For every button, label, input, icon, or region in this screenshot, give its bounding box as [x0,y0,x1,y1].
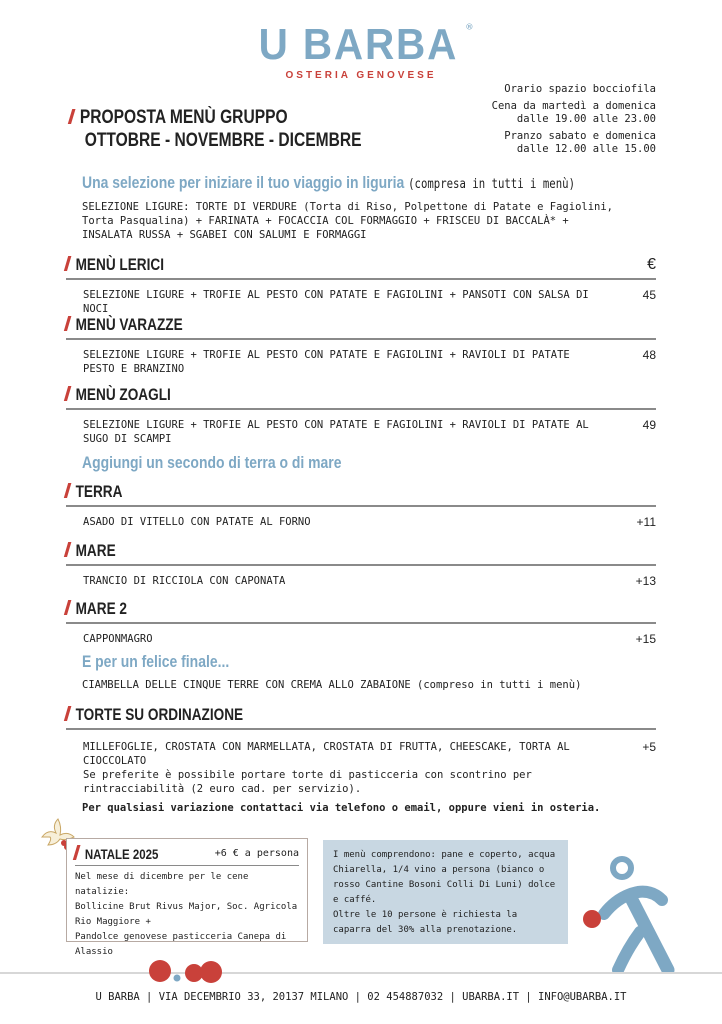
menu-item [66,418,656,446]
menu-zoagli-section [66,384,656,446]
menu-price: +13 [635,574,656,588]
natale-line: Nel mese di dicembre per le cene natalizie: [75,872,249,897]
slash-marker-icon [64,386,72,401]
menu-description: ASADO DI VITELLO CON PATATE AL FORNO [83,516,311,528]
natale-title: NATALE 2025 [84,846,159,862]
slash-marker-icon [64,316,72,331]
section-divider [66,278,656,280]
bocce-player-icon [578,852,688,974]
bocce-balls-icon [148,958,228,986]
menu-description: MILLEFOGLIE, CROSTATA CON MARMELLATA, CROSTATA DI FRUTTA, CHEESCAKE, TORTA AL CIOCCOLATO [83,741,570,767]
natale-box [66,838,308,957]
title-line-1: PROPOSTA MENÙ GRUPPO [79,107,288,128]
menu-lerici-section [66,254,656,316]
menu-item [66,515,656,529]
info-box [323,840,568,944]
registered-mark: ® [466,22,473,33]
section-title: TERRA [75,482,123,501]
menu-description: SELEZIONE LIGURE + TROFIE AL PESTO CON PATATE E FAGIOLINI + PANSOTI CON SALSA DI NOCI [83,289,589,315]
slash-marker-icon [73,845,81,860]
hours-heading: Orario spazio bocciofila [504,83,656,95]
section-divider [66,622,656,624]
mare-section [66,540,656,588]
natale-price: +6 € a persona [214,848,299,859]
menu-description: SELEZIONE LIGURE + TROFIE AL PESTO CON PATATE E FAGIOLINI + RAVIOLI DI PATATE PESTO E BRANZINO [83,349,570,375]
mare-2-section [66,598,656,646]
intro-note: (compresa in tutti i menù) [408,177,575,192]
dinner-days: Cena da martedì a domenica [491,100,656,112]
footer-contacts: U BARBA | VIA DECEMBRIO 33, 20137 MILANO | 02 454887032 | UBARBA.IT | INFO@UBARBA.IT [95,991,627,1003]
slash-marker-icon [64,256,72,271]
slash-marker-icon [64,483,72,498]
menu-description: TRANCIO DI RICCIOLA CON CAPONATA [83,575,286,587]
opening-hours [492,83,656,156]
menu-price: 45 [642,288,656,302]
finale-text: CIAMBELLA DELLE CINQUE TERRE CON CREMA ALLO ZABAIONE (compreso in tutti i menù) [82,679,582,691]
title-line-2: OTTOBRE - NOVEMBRE - DICEMBRE [84,130,362,151]
section-divider [66,728,656,730]
section-divider [66,338,656,340]
menu-price: 48 [642,348,656,362]
info-deposit: Oltre le 10 persone è richiesta la caparra del 30% alla prenotazione. [333,910,518,935]
intro-text: SELEZIONE LIGURE: TORTE DI VERDURE (Torta di Riso, Polpettone di Patate e Fagiolini, Torta Pasqualina) + FARINATA + FOCACCIA COL FORMAGGIO + FRISCEU DI BACCALÀ* + INSALATA RUSSA + SGABEI CON SALUMI E FORMAGGI [82,201,614,241]
menu-item [66,574,656,588]
slash-marker-icon [64,600,72,615]
cakes-section [66,704,656,796]
section-title: MENÙ LERICI [75,255,164,274]
menu-item [66,288,656,316]
page-title [70,106,361,152]
intro-heading: Una selezione per iniziare il tuo viaggio in liguria [82,173,405,192]
section-divider [66,505,656,507]
slash-marker-icon [64,706,72,721]
intro-title [82,173,683,193]
footer-divider [0,972,722,974]
contact-note: Per qualsiasi variazione contattaci via telefono o email, oppure vieni in osteria. [82,802,601,814]
menu-price: +11 [636,515,656,529]
seconds-title: Aggiungi un secondo di terra o di mare [82,453,342,472]
section-title: MENÙ ZOAGLI [75,385,171,404]
section-title: MARE 2 [75,599,127,618]
menu-varazze-section [66,314,656,376]
menu-item [66,348,656,376]
brand-name: U BARBA [258,20,458,69]
menu-item [66,632,656,646]
slash-marker-icon [64,542,72,557]
menu-item [66,740,656,768]
cakes-note: Se preferite è possibile portare torte di pasticceria con scontrino per rintracciabilità (2 euro cad. per servizio). [83,769,532,795]
dinner-time: dalle 19.00 alle 23.00 [516,113,656,125]
section-title: MENÙ VARAZZE [75,315,183,334]
terra-section [66,481,656,529]
logo [0,22,722,81]
menu-price: +5 [642,740,656,754]
lunch-time: dalle 12.00 alle 15.00 [516,143,656,155]
menu-price: +15 [635,632,656,646]
finale-title: E per un felice finale... [82,652,230,671]
section-divider [66,564,656,566]
section-divider [66,408,656,410]
section-title: TORTE SU ORDINAZIONE [75,705,244,724]
natale-line: Rio Maggiore + [75,917,151,927]
menu-description: SELEZIONE LIGURE + TROFIE AL PESTO CON PATATE E FAGIOLINI + RAVIOLI DI PATATE AL SUGO DI SCAMPI [83,419,589,445]
slash-marker-icon [68,109,76,124]
currency-label: € [647,256,656,273]
natale-line: Bollicine Brut Rivus Major, Soc. Agricola [75,902,298,912]
natale-line: Pandolce genovese pasticceria Canepa di Alassio [75,932,287,957]
info-included: I menù comprendono: pane e coperto, acqua Chiarella, 1/4 vino a persona (bianco o rosso Cantine Bosoni Colli Di Luni) dolce e caffé. [333,850,556,905]
brand-subtitle: OSTERIA GENOVESE [285,70,437,81]
menu-description: CAPPONMAGRO [83,633,153,645]
lunch-days: Pranzo sabato e domenica [504,130,656,142]
menu-price: 49 [642,418,656,432]
section-title: MARE [75,541,116,560]
